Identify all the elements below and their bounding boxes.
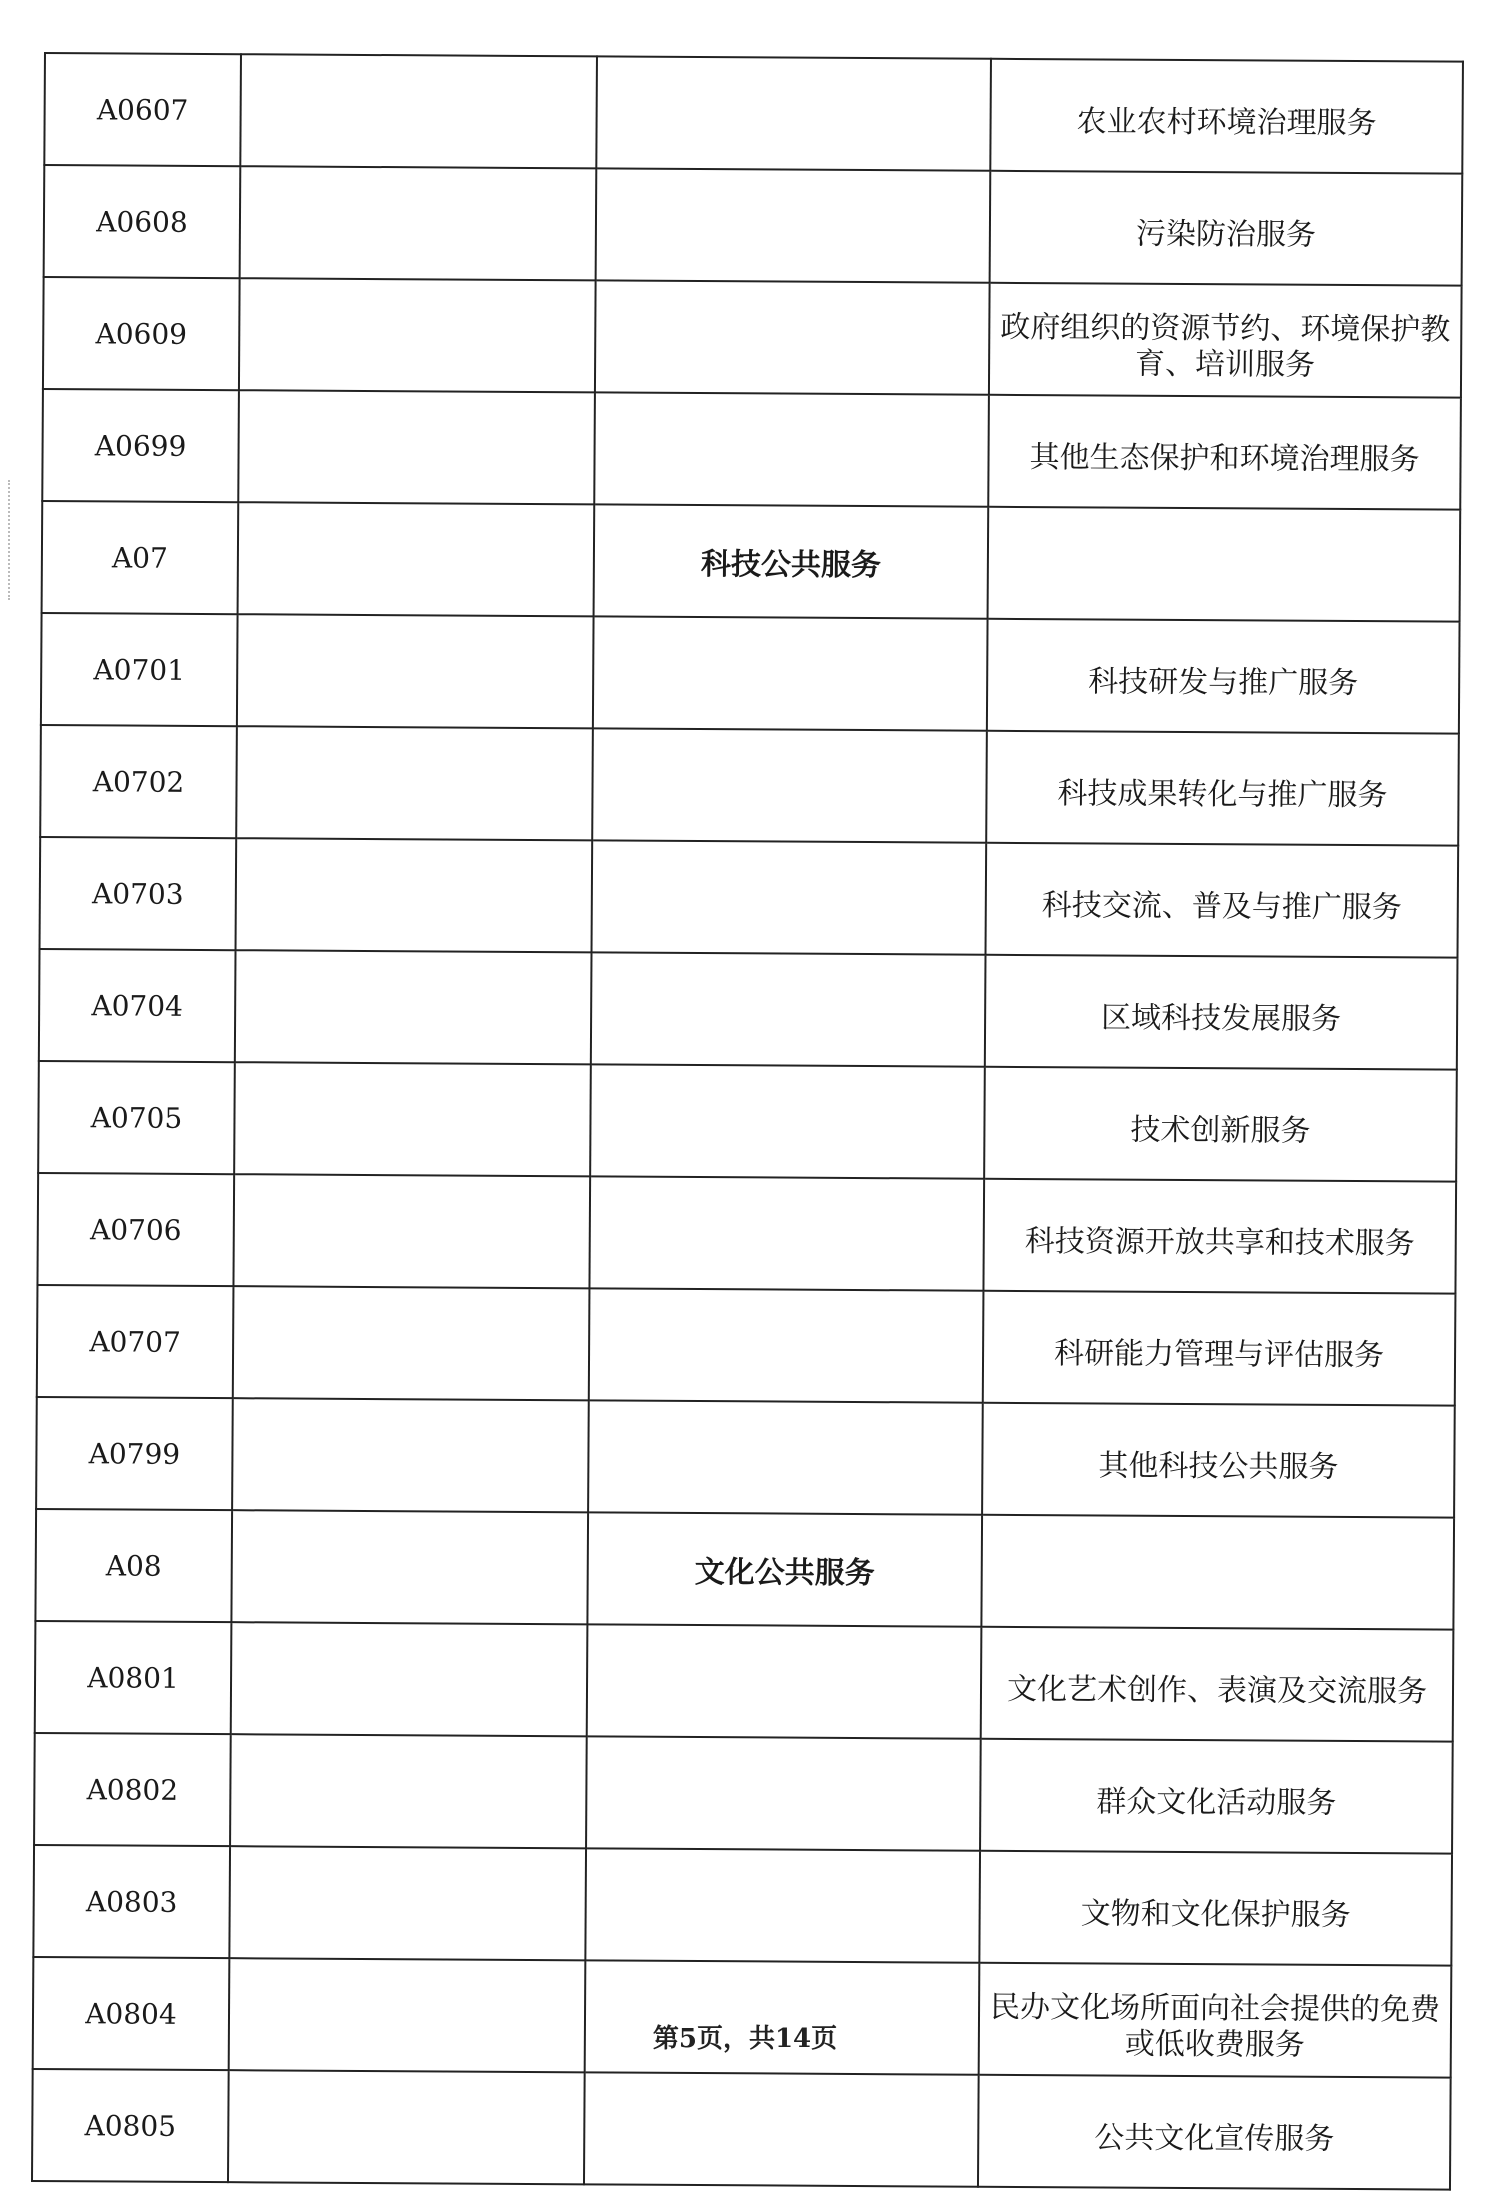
table-row xyxy=(35,1509,1454,1630)
item-cell xyxy=(981,1515,1454,1630)
table-row xyxy=(42,389,1461,510)
item-cell: 技术创新服务 xyxy=(984,1067,1457,1182)
code-cell: A0802 xyxy=(34,1733,231,1846)
table-row xyxy=(41,613,1460,734)
item-cell: 科技资源开放共享和技术服务 xyxy=(983,1179,1456,1294)
category-cell xyxy=(591,952,986,1066)
code-cell: A0704 xyxy=(39,949,236,1062)
table-row xyxy=(40,837,1459,958)
blank-cell xyxy=(236,726,593,840)
code-cell: A07 xyxy=(42,501,239,614)
category-cell: 科技公共服务 xyxy=(594,504,989,618)
category-cell xyxy=(587,1624,982,1738)
item-cell: 科研能力管理与评估服务 xyxy=(983,1291,1456,1406)
item-cell: 群众文化活动服务 xyxy=(980,1739,1453,1854)
item-cell: 其他科技公共服务 xyxy=(982,1403,1455,1518)
category-cell xyxy=(596,56,991,170)
category-cell xyxy=(586,1736,981,1850)
blank-cell xyxy=(229,1958,586,2072)
category-cell xyxy=(592,840,987,954)
table-row xyxy=(34,1733,1453,1854)
category-cell xyxy=(590,1064,985,1178)
blank-cell xyxy=(240,166,597,280)
table-row xyxy=(42,501,1461,622)
table-row xyxy=(44,165,1463,286)
category-cell xyxy=(595,280,990,394)
category-cell xyxy=(593,616,988,730)
table-row xyxy=(37,1173,1456,1294)
blank-cell xyxy=(229,1846,586,1960)
category-cell xyxy=(596,168,991,282)
code-cell: A0702 xyxy=(40,725,237,838)
blank-cell xyxy=(228,2070,585,2184)
code-cell: A0801 xyxy=(35,1621,232,1734)
category-cell xyxy=(589,1288,984,1402)
blank-cell xyxy=(235,950,592,1064)
page-footer: 第5页，共14页 xyxy=(652,2024,838,2054)
item-cell xyxy=(988,507,1461,622)
code-cell: A0607 xyxy=(44,53,241,166)
category-cell xyxy=(588,1400,983,1514)
category-cell: 文化公共服务 xyxy=(587,1512,982,1626)
blank-cell xyxy=(233,1174,590,1288)
table-row xyxy=(40,725,1459,846)
item-cell: 公共文化宣传服务 xyxy=(978,2075,1451,2190)
blank-cell xyxy=(231,1510,588,1624)
category-cell xyxy=(584,2072,979,2186)
blank-cell xyxy=(231,1622,588,1736)
code-cell: A0609 xyxy=(43,277,240,390)
category-cell xyxy=(592,728,987,842)
item-cell: 科技交流、普及与推广服务 xyxy=(986,843,1459,958)
table-row xyxy=(38,1061,1457,1182)
table-row xyxy=(32,2069,1451,2190)
code-cell: A08 xyxy=(35,1509,232,1622)
code-cell: A0805 xyxy=(32,2069,229,2182)
item-cell: 政府组织的资源节约、环境保护教育、培训服务 xyxy=(989,283,1462,398)
table-body xyxy=(32,53,1463,2190)
blank-cell xyxy=(240,54,597,168)
category-cell xyxy=(589,1176,984,1290)
blank-cell xyxy=(236,838,593,952)
blank-cell xyxy=(232,1398,589,1512)
item-cell: 农业农村环境治理服务 xyxy=(990,59,1463,174)
item-cell: 区域科技发展服务 xyxy=(985,955,1458,1070)
blank-cell xyxy=(237,614,594,728)
item-cell: 文物和文化保护服务 xyxy=(979,1851,1452,1966)
service-catalog-table xyxy=(31,52,1464,2191)
blank-cell xyxy=(230,1734,587,1848)
item-cell: 文化艺术创作、表演及交流服务 xyxy=(981,1627,1454,1742)
code-cell: A0701 xyxy=(41,613,238,726)
item-cell: 科技成果转化与推广服务 xyxy=(986,731,1459,846)
code-cell: A0707 xyxy=(37,1285,234,1398)
item-cell: 科技研发与推广服务 xyxy=(987,619,1460,734)
category-cell xyxy=(594,392,989,506)
category-cell xyxy=(585,1848,980,1962)
item-cell: 其他生态保护和环境治理服务 xyxy=(988,395,1461,510)
table-row xyxy=(37,1285,1456,1406)
blank-cell xyxy=(238,390,595,504)
code-cell: A0804 xyxy=(33,1957,230,2070)
item-cell: 污染防治服务 xyxy=(990,171,1463,286)
blank-cell xyxy=(233,1286,590,1400)
blank-cell xyxy=(234,1062,591,1176)
code-cell: A0803 xyxy=(33,1845,230,1958)
table-row xyxy=(43,277,1462,398)
code-cell: A0608 xyxy=(44,165,241,278)
item-cell: 民办文化场所面向社会提供的免费或低收费服务 xyxy=(979,1963,1452,2078)
code-cell: A0703 xyxy=(40,837,237,950)
blank-cell xyxy=(239,278,596,392)
table-row xyxy=(33,1845,1452,1966)
scan-edge-mark xyxy=(8,480,12,600)
table-row xyxy=(39,949,1458,1070)
code-cell: A0799 xyxy=(36,1397,233,1510)
blank-cell xyxy=(238,502,595,616)
code-cell: A0699 xyxy=(42,389,239,502)
table-row xyxy=(44,53,1463,174)
table-row xyxy=(35,1621,1454,1742)
table-row xyxy=(36,1397,1455,1518)
code-cell: A0706 xyxy=(37,1173,234,1286)
code-cell: A0705 xyxy=(38,1061,235,1174)
